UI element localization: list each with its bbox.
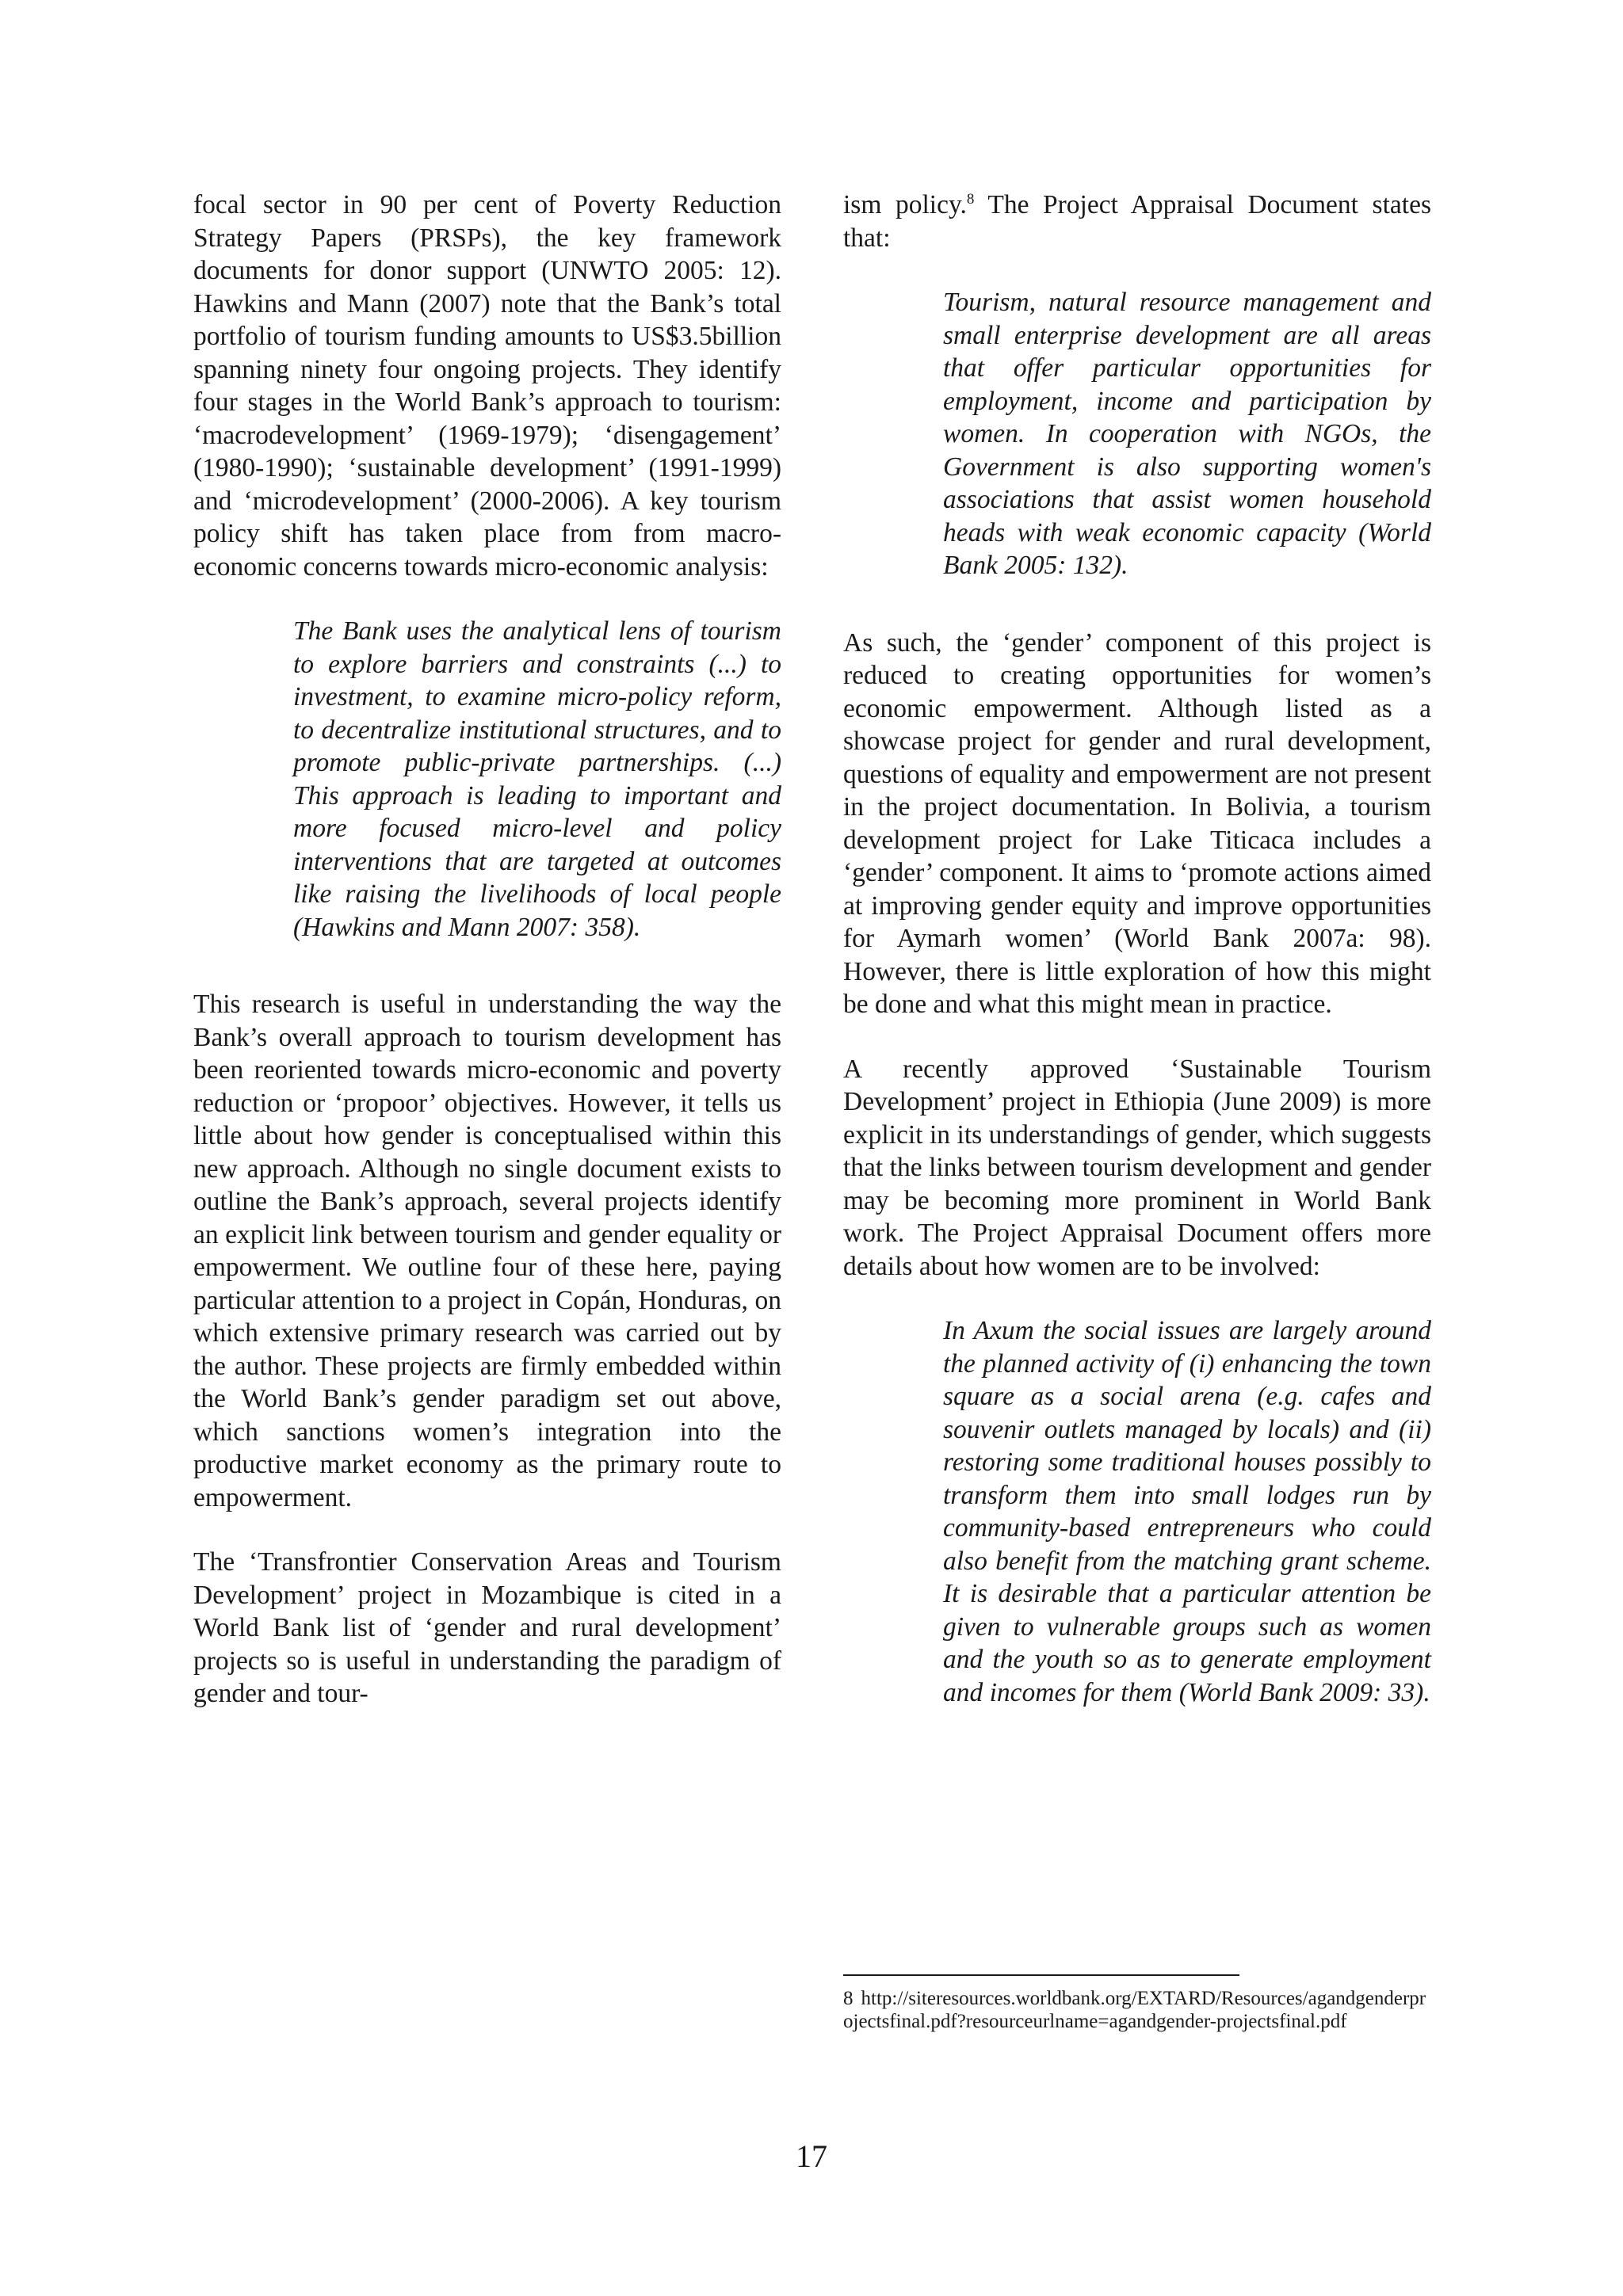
block-quote: In Axum the social issues are largely around the planned activity of (i) enhancing the town square as a social arena (e.g. cafes and souvenir outlets managed by locals) and (ii) restoring some traditional houses possibly to transform them into small lodges run by community-based entrepreneurs who could also benefit from the matching grant scheme. It is desirable that a particular attention be given to vulnerable groups such as women and the youth so as to generate employment and incomes for them (World Bank 2009: 33). [943, 1316, 1431, 1707]
body-paragraph: The ‘Transfrontier Conservation Areas and Tourism Development’ project in Mozambique is cited in a World Bank list of ‘gender and rural development’ projects so is useful in understanding the paradigm of gender and tour- [193, 1547, 781, 1708]
page-number: 17 [796, 2138, 827, 2174]
paragraph-text: ism policy. [843, 190, 967, 219]
paragraph-text: The Project Appraisal Document states that: [843, 190, 1431, 253]
footnote-link[interactable]: http://siteresources.worldbank.org/EXTARD/Resources/agandgenderprojectsfinal.pdf?resourceurlname=agandgender-projectsfinal.pdf [843, 1988, 1426, 2032]
block-quote: The Bank uses the analytical lens of tourism to explore barriers and constraints (...) to investment, to examine micro-policy reform, to decentralize institutional structures, and to promote public-private partnerships. (...) This approach is leading to important and more focused micro-level and policy interventions that are targeted at outcomes like raising the livelihoods of local people (Hawkins and Mann 2007: 358). [293, 616, 781, 942]
footnote-number: 8 [843, 1988, 854, 2009]
body-paragraph: This research is useful in understanding the way the Bank’s overall approach to tourism development has been reoriented towards micro-economic and poverty reduction or ‘propoor’ objectives. However, it tells us little about how gender is conceptualised within this new approach. Although no single document exists to outline the Bank’s approach, several projects identify an explicit link between tourism and gender equality or empowerment. We outline four of these here, paying particular attention to a project in Copán, Honduras, on which extensive primary research was carried out by the author. These projects are firmly embedded within the World Bank’s gender paradigm set out above, which sanctions women’s integration into the productive market economy as the primary route to empowerment. [193, 990, 781, 1512]
right-column [843, 189, 1431, 1709]
body-paragraph [843, 189, 1431, 254]
body-paragraph: As such, the ‘gender’ component of this project is reduced to creating opportunities for women’s economic empowerment. Although listed as a showcase project for gender and rural development, questions of equality and empowerment are not present in the project documentation. In Bolivia, a tourism development project for Lake Titicaca includes a ‘gender’ component. It aims to ‘promote actions aimed at improving gender equity and improve opportunities for Aymarh women’ (World Bank 2007a: 98). However, there is little exploration of how this might be done and what this might mean in practice. [843, 627, 1431, 1019]
block-quote: Tourism, natural resource management and small enterprise development are all areas that offer particular opportunities for employment, income and participation by women. In cooperation with NGOs, the Government is also supporting women's associations that assist women household heads with weak economic capacity (World Bank 2005: 132). [943, 288, 1431, 580]
left-column [193, 189, 781, 1711]
footnote-divider [843, 1974, 1239, 1976]
footnote-reference[interactable]: 8 [966, 190, 975, 208]
body-paragraph: A recently approved ‘Sustainable Tourism Development’ project in Ethiopia (June 2009) is more explicit in its understandings of gender, which suggests that the links between tourism development and gender may be becoming more prominent in World Bank work. The Project Appraisal Document offers more details about how women are to be involved: [843, 1054, 1431, 1281]
body-paragraph: focal sector in 90 per cent of Poverty Reduction Strategy Papers (PRSPs), the key framework documents for donor support (UNWTO 2005: 12). Hawkins and Mann (2007) note that the Bank’s total portfolio of tourism funding amounts to US$3.5billion spanning ninety four ongoing projects. They identify four stages in the World Bank’s approach to tourism: ‘macrodevelopment’ (1969-1979); ‘disengagement’ (1980-1990); ‘sustainable development’ (1991-1999) and ‘microdevelopment’ (2000-2006). A key tourism policy shift has taken place from from macro-economic concerns towards micro-economic analysis: [193, 190, 781, 582]
footnote [843, 1987, 1431, 2033]
